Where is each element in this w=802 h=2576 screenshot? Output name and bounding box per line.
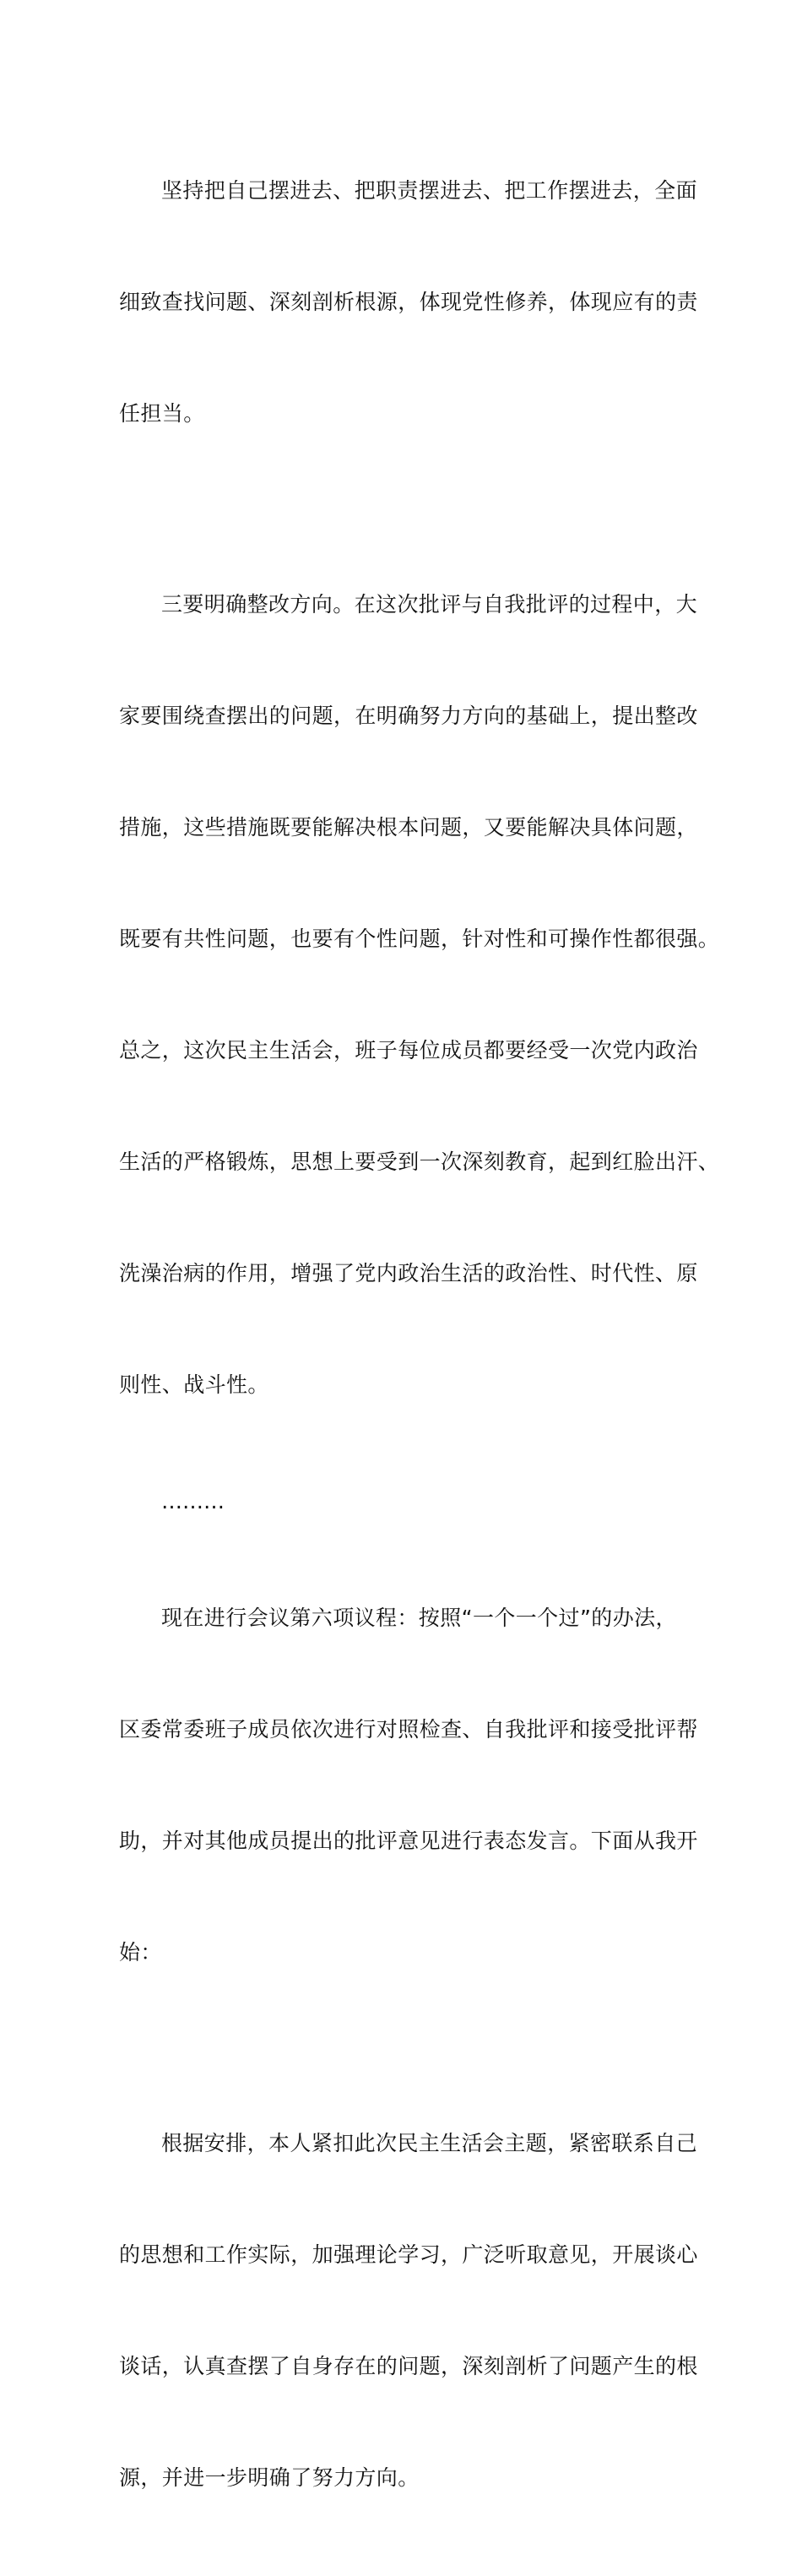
paragraph-2 (119, 512, 720, 1478)
text-line: 区委常委班子成员依次进行对照检查、自我批评和接受批评帮 (119, 1717, 698, 1742)
paragraph-1 (119, 98, 698, 507)
text-line: 助，并对其他成员提出的批评意见进行表态发言。下面从我开 (119, 1829, 698, 1853)
text-line: 生活的严格锻炼，思想上要受到一次深刻教育，起到红脸出汗、 (119, 1149, 720, 1174)
text-line: 根据安排，本人紧扣此次民主生活会主题，紧密联系自己 (161, 2131, 698, 2155)
text-line: 措施，这些措施既要能解决根本问题，又要能解决具体问题， (119, 815, 698, 840)
text-line: 始： (119, 1940, 162, 1965)
text-line: 现在进行会议第六项议程：按照“一个一个过”的办法， (161, 1606, 677, 1630)
text-line: 既要有共性问题，也要有个性问题，针对性和可操作性都很强。 (119, 927, 720, 951)
text-line: 洗澡治病的作用，增强了党内政治生活的政治性、时代性、原 (119, 1261, 698, 1285)
text-line: 谈话，认真查摆了自身存在的问题，深刻剖析了问题产生的根 (119, 2354, 698, 2378)
paragraph-4 (119, 2051, 698, 2571)
text-line: 任担当。 (119, 401, 205, 426)
ellipsis-separator (119, 1483, 686, 1520)
text-line: 细致查找问题、深刻剖析根源，体现党性修养，体现应有的责 (119, 290, 698, 314)
text-line: ……… (161, 1489, 225, 1514)
text-line: 家要围绕查摆出的问题，在明确努力方向的基础上，提出整改 (119, 704, 698, 728)
text-line: 三要明确整改方向。在这次批评与自我批评的过程中，大 (161, 592, 698, 617)
text-line: 坚持把自己摆进去、把职责摆进去、把工作摆进去，全面 (161, 178, 698, 203)
text-line: 源，并进一步明确了努力方向。 (119, 2465, 420, 2490)
paragraph-3 (119, 1525, 698, 2046)
text-line: 总之，这次民主生活会，班子每位成员都要经受一次党内政治 (119, 1038, 698, 1062)
text-line: 的思想和工作实际，加强理论学习，广泛听取意见，开展谈心 (119, 2242, 698, 2267)
document-body (119, 98, 720, 2576)
text-line: 则性、战斗性。 (119, 1372, 269, 1397)
